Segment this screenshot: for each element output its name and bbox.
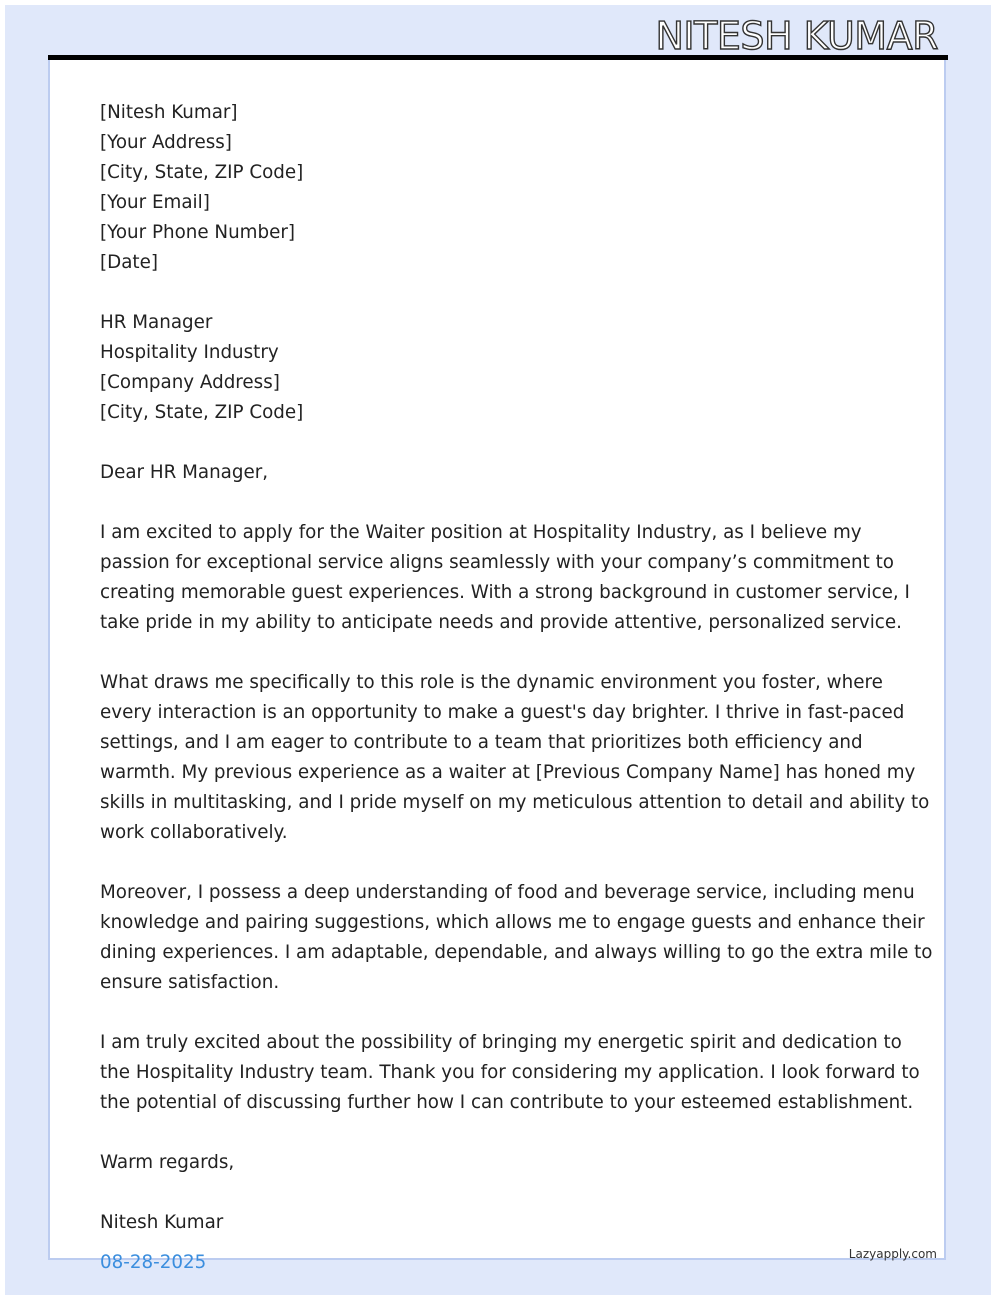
paragraph-line: I am truly excited about the possibility of bringing my energetic spirit and dedication to [100, 1032, 902, 1053]
paragraph-3 [100, 878, 933, 998]
paragraph-line: the potential of discussing further how I can contribute to your esteemed establishment. [100, 1092, 914, 1113]
paragraph-line: I am excited to apply for the Waiter position at Hospitality Industry, as I believe my [100, 522, 862, 543]
recipient-block [100, 308, 900, 428]
recipient-city: [City, State, ZIP Code] [100, 402, 304, 423]
sender-city: [City, State, ZIP Code] [100, 162, 304, 183]
sender-address: [Your Address] [100, 132, 232, 153]
header-name: NITESH KUMAR [655, 14, 938, 58]
watermark: Lazyapply.com [848, 1247, 937, 1261]
paragraph-line: every interaction is an opportunity to make a guest's day brighter. I thrive in fast-paced [100, 702, 905, 723]
recipient-title: HR Manager [100, 312, 213, 333]
letter-body [100, 98, 933, 1238]
paragraph-line: knowledge and pairing suggestions, which allows me to engage guests and enhance their [100, 912, 925, 933]
signature: Nitesh Kumar [100, 1212, 224, 1233]
paragraph-1 [100, 518, 910, 638]
paragraph-2 [100, 668, 930, 848]
paragraph-line: ensure satisfaction. [100, 972, 280, 993]
paragraph-line: dining experiences. I am adaptable, dependable, and always willing to go the extra mile to [100, 942, 933, 963]
sender-block [100, 98, 900, 278]
sender-date: [Date] [100, 252, 158, 273]
paragraph-line: passion for exceptional service aligns seamlessly with your company’s commitment to [100, 552, 894, 573]
sender-phone: [Your Phone Number] [100, 222, 295, 243]
letter-date: 08-28-2025 [100, 1252, 207, 1273]
paragraph-line: work collaboratively. [100, 822, 288, 843]
paragraph-line: Moreover, I possess a deep understanding of food and beverage service, including menu [100, 882, 915, 903]
sender-email: [Your Email] [100, 192, 210, 213]
paragraph-line: What draws me specifically to this role is the dynamic environment you foster, where [100, 672, 883, 693]
paragraph-line: creating memorable guest experiences. With a strong background in customer service, I [100, 582, 910, 603]
paragraph-4 [100, 1028, 920, 1118]
recipient-company: Hospitality Industry [100, 342, 279, 363]
paragraph-line: warmth. My previous experience as a waiter at [Previous Company Name] has honed my [100, 762, 916, 783]
salutation: Dear HR Manager, [100, 462, 269, 483]
paragraph-line: skills in multitasking, and I pride myself on my meticulous attention to detail and ability to [100, 792, 930, 813]
recipient-address: [Company Address] [100, 372, 280, 393]
sender-name: [Nitesh Kumar] [100, 102, 238, 123]
paragraph-line: settings, and I am eager to contribute to a team that prioritizes both efficiency and [100, 732, 863, 753]
paragraph-line: the Hospitality Industry team. Thank you for considering my application. I look forward to [100, 1062, 920, 1083]
closing: Warm regards, [100, 1152, 235, 1173]
paragraph-line: take pride in my ability to anticipate needs and provide attentive, personalized service. [100, 612, 902, 633]
